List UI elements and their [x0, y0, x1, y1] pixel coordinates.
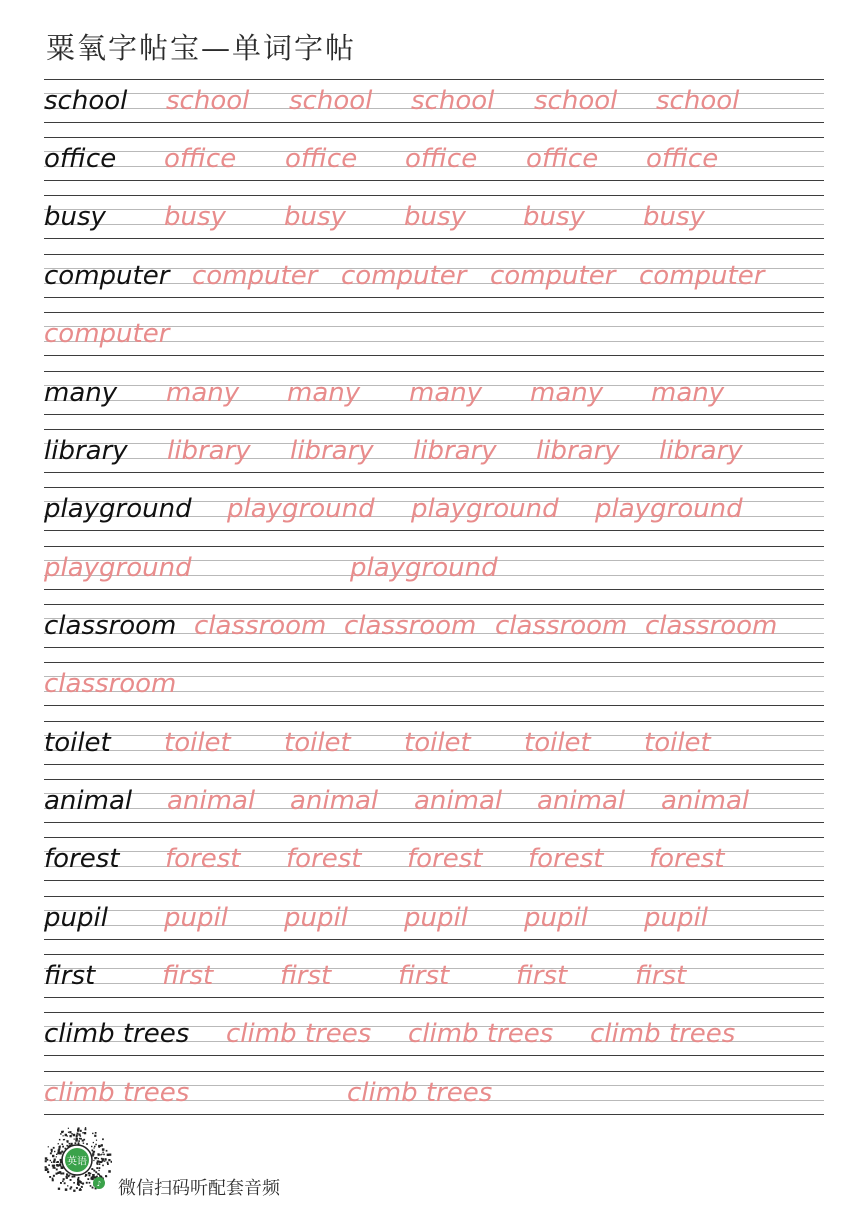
practice-row [44, 662, 824, 706]
practice-row [44, 604, 824, 648]
practice-row [44, 779, 824, 823]
trace-word: first [398, 961, 450, 991]
ruling-line [44, 880, 824, 881]
trace-word: pupil [284, 903, 348, 933]
ruling-line [44, 429, 824, 430]
practice-row [44, 371, 824, 415]
ruling-line [44, 297, 824, 298]
trace-word: library [290, 436, 374, 466]
trace-word: school [534, 86, 618, 116]
ruling-line [44, 195, 824, 196]
model-word: classroom [44, 611, 177, 641]
model-word: toilet [44, 728, 111, 758]
trace-word: many [651, 378, 725, 408]
trace-word: office [405, 144, 478, 174]
trace-word: forest [165, 844, 241, 874]
trace-word: toilet [644, 728, 711, 758]
ruling-line [44, 721, 824, 722]
ruling-line [44, 355, 824, 356]
trace-word: first [635, 961, 687, 991]
model-word: school [44, 86, 128, 116]
ruling-line [44, 604, 824, 605]
trace-word: pupil [404, 903, 468, 933]
ruling-line [44, 1114, 824, 1115]
model-word: busy [44, 202, 106, 232]
model-word: library [44, 436, 128, 466]
trace-word: toilet [524, 728, 591, 758]
trace-word: library [659, 436, 743, 466]
trace-word: library [413, 436, 497, 466]
model-word: pupil [44, 903, 108, 933]
trace-word: busy [523, 202, 585, 232]
practice-row [44, 79, 824, 123]
ruling-line [44, 837, 824, 838]
ruling-line [44, 647, 824, 648]
ruling-line [44, 1012, 824, 1013]
model-word: office [44, 144, 117, 174]
trace-word: forest [649, 844, 725, 874]
practice-row [44, 254, 824, 298]
trace-word: animal [537, 786, 626, 816]
ruling-line [44, 79, 824, 80]
trace-word: office [526, 144, 599, 174]
trace-word: first [280, 961, 332, 991]
practice-row [44, 487, 824, 531]
ruling-line [44, 1055, 824, 1056]
ruling-line [44, 1071, 824, 1072]
trace-word: classroom [194, 611, 327, 641]
ruling-line [44, 939, 824, 940]
model-word: animal [44, 786, 133, 816]
practice-row [44, 954, 824, 998]
trace-word: pupil [644, 903, 708, 933]
trace-word: first [516, 961, 568, 991]
model-word: many [44, 378, 118, 408]
trace-word: busy [164, 202, 226, 232]
ruling-line [44, 705, 824, 706]
model-word: playground [44, 494, 192, 524]
svg-text:♪: ♪ [96, 1180, 102, 1188]
trace-word: forest [528, 844, 604, 874]
ruling-line [44, 472, 824, 473]
practice-row [44, 837, 824, 881]
ruling-line [44, 137, 824, 138]
ruling-line [44, 530, 824, 531]
ruling-line [44, 779, 824, 780]
trace-word: many [409, 378, 483, 408]
trace-word: computer [44, 319, 170, 349]
ruling-line [44, 487, 824, 488]
trace-word: school [166, 86, 250, 116]
qr-label: 微信扫码听配套音频 [118, 1178, 280, 1199]
model-word: climb trees [44, 1019, 190, 1049]
trace-word: playground [411, 494, 559, 524]
trace-word: office [285, 144, 358, 174]
trace-word: animal [167, 786, 256, 816]
ruling-line [44, 254, 824, 255]
ruling-line [44, 414, 824, 415]
model-word: forest [44, 844, 120, 874]
trace-word: many [166, 378, 240, 408]
trace-word: toilet [164, 728, 231, 758]
ruling-line [44, 312, 824, 313]
trace-word: climb trees [226, 1019, 372, 1049]
trace-word: toilet [284, 728, 351, 758]
trace-word: many [530, 378, 604, 408]
trace-word: classroom [344, 611, 477, 641]
trace-word: forest [407, 844, 483, 874]
trace-word: animal [290, 786, 379, 816]
trace-word: office [164, 144, 237, 174]
trace-word: computer [341, 261, 467, 291]
trace-word: climb trees [590, 1019, 736, 1049]
practice-row [44, 429, 824, 473]
practice-row [44, 1012, 824, 1056]
trace-word: classroom [645, 611, 778, 641]
trace-word: playground [44, 553, 192, 583]
ruling-line [44, 954, 824, 955]
trace-word: library [536, 436, 620, 466]
trace-word: climb trees [408, 1019, 554, 1049]
trace-word: forest [286, 844, 362, 874]
qr-badge-label: 英语 [67, 1156, 87, 1168]
ruling-line [44, 662, 824, 663]
ruling-line [44, 371, 824, 372]
trace-word: pupil [164, 903, 228, 933]
trace-word: playground [227, 494, 375, 524]
trace-word: computer [639, 261, 765, 291]
trace-word: school [411, 86, 495, 116]
trace-word: animal [661, 786, 750, 816]
practice-row [44, 721, 824, 765]
trace-word: busy [643, 202, 705, 232]
ruling-line [44, 896, 824, 897]
practice-row [44, 312, 824, 356]
trace-word: pupil [524, 903, 588, 933]
trace-word: many [287, 378, 361, 408]
page-title: 粟氧字帖宝—单词字帖 [46, 31, 357, 65]
trace-word: playground [595, 494, 743, 524]
ruling-line [44, 238, 824, 239]
trace-word: climb trees [347, 1078, 493, 1108]
trace-word: first [162, 961, 214, 991]
trace-word: climb trees [44, 1078, 190, 1108]
ruling-line [44, 997, 824, 998]
trace-word: library [167, 436, 251, 466]
practice-row [44, 137, 824, 181]
model-word: first [44, 961, 96, 991]
practice-row [44, 896, 824, 940]
trace-word: school [656, 86, 740, 116]
trace-word: busy [284, 202, 346, 232]
ruling-line [44, 122, 824, 123]
trace-word: classroom [44, 669, 177, 699]
trace-word: computer [192, 261, 318, 291]
trace-word: animal [414, 786, 503, 816]
qr-code-icon[interactable] [42, 1126, 112, 1196]
ruling-line [44, 764, 824, 765]
practice-row [44, 546, 824, 590]
practice-row [44, 1071, 824, 1115]
trace-word: office [646, 144, 719, 174]
ruling-line [44, 822, 824, 823]
model-word: computer [44, 261, 170, 291]
ruling-line [44, 180, 824, 181]
trace-word: toilet [404, 728, 471, 758]
practice-row [44, 195, 824, 239]
trace-word: playground [350, 553, 498, 583]
trace-word: busy [404, 202, 466, 232]
trace-word: school [289, 86, 373, 116]
ruling-line [44, 546, 824, 547]
trace-word: computer [490, 261, 616, 291]
ruling-line [44, 589, 824, 590]
trace-word: classroom [495, 611, 628, 641]
